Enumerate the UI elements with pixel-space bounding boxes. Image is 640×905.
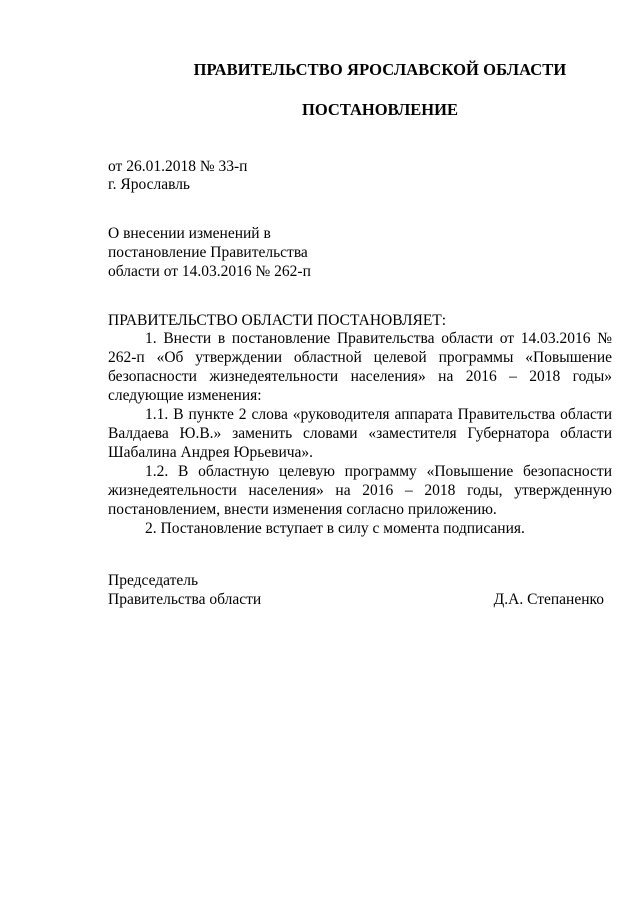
- signer-title-line1: Председатель: [108, 572, 199, 589]
- signer-title-line2: Правительства области: [108, 591, 262, 608]
- paragraph-1: 1. Внести в постановление Правительства области от 14.03.2016 № 262-п «Об утверждении областной целевой программы «Повышение безопасности жизнедеятельности населения» на 2016 – 2018 годы» следующие изменения:: [108, 330, 612, 404]
- document-subject: [108, 224, 368, 281]
- document-type-title: ПОСТАНОВЛЕНИЕ: [302, 100, 458, 119]
- government-title: ПРАВИТЕЛЬСТВО ЯРОСЛАВСКОЙ ОБЛАСТИ: [193, 60, 567, 79]
- signer-name: Д.А. Степаненко: [493, 591, 604, 608]
- paragraph-1-1: 1.1. В пункте 2 слова «руководителя аппарата Правительства области Валдаева Ю.В.» заменить словами «заместителя Губернатора области Шабалина Андрея Юрьевича».: [108, 406, 612, 461]
- preamble: ПРАВИТЕЛЬСТВО ОБЛАСТИ ПОСТАНОВЛЯЕТ:: [108, 312, 447, 329]
- paragraph-2: 2. Постановление вступает в силу с момента подписания.: [145, 520, 525, 537]
- subject-line: области от 14.03.2016 № 262-п: [108, 263, 311, 280]
- document-date-number: от 26.01.2018 № 33-п: [108, 158, 248, 175]
- subject-line: постановление Правительства: [108, 244, 308, 261]
- paragraph-1-2: 1.2. В областную целевую программу «Повышение безопасности жизнедеятельности населения» на 2016 – 2018 годы, утвержденную постановлением, внести изменения согласно приложению.: [108, 463, 612, 518]
- document-city: г. Ярославль: [108, 176, 190, 193]
- document-body: [108, 329, 612, 538]
- signature-block: [108, 571, 604, 609]
- subject-line: О внесении изменений в: [108, 225, 271, 242]
